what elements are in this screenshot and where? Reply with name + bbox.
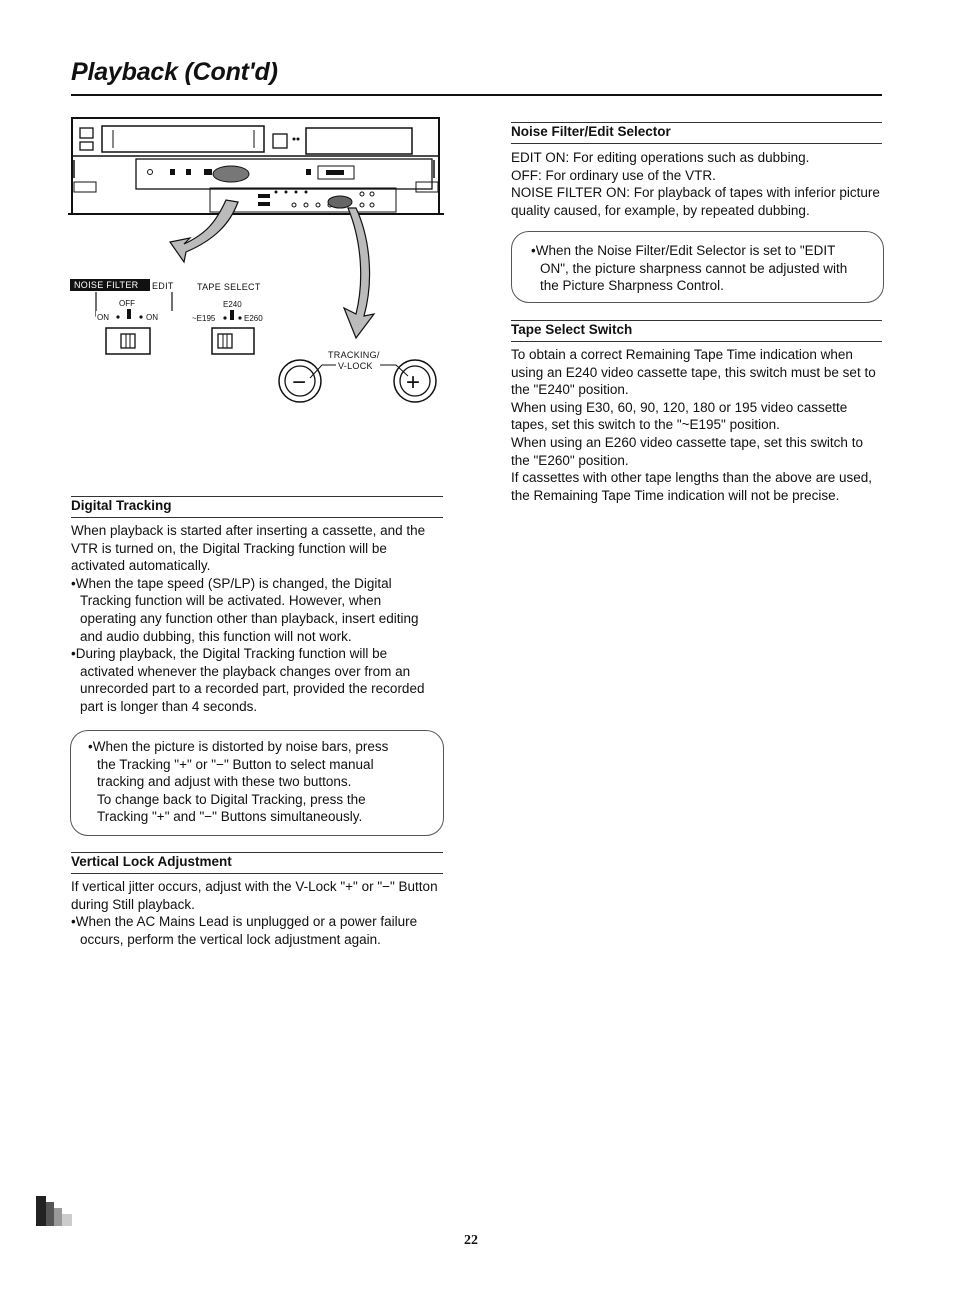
noise-note-line: •When the Noise Filter/Edit Selector is set to "EDIT ON", the picture sharpness cannot be adjusted with the Picture Sharpness Control. xyxy=(531,243,848,294)
svg-text:E240: E240 xyxy=(223,300,242,309)
cassette-slot xyxy=(102,126,264,152)
svg-text:V-LOCK: V-LOCK xyxy=(338,361,373,371)
svg-text:ON: ON xyxy=(97,313,109,322)
svg-text:EDIT: EDIT xyxy=(152,281,174,291)
tape-select-heading: Tape Select Switch xyxy=(511,322,633,337)
tape-select-paragraph: If cassettes with other tape lengths than the above are used, the Remaining Tape Time indication will not be precise. xyxy=(511,470,872,503)
tracking-note-text xyxy=(88,738,408,826)
digital-tracking-intro: When playback is started after inserting a cassette, and the VTR is turned on, the Digital Tracking function will be activated automatically. xyxy=(71,523,426,574)
tracking-note-line: •When the picture is distorted by noise bars, press the Tracking "+" or "−" Button to select manual tracking and adjust with these two buttons. xyxy=(88,739,389,790)
noise-filter-switch-icon xyxy=(106,328,150,354)
right-pointer-arrow-icon xyxy=(344,208,374,338)
indicator-window xyxy=(273,134,287,148)
power-button-icon xyxy=(80,142,93,150)
svg-text:NOISE FILTER: NOISE FILTER xyxy=(74,280,139,290)
digital-tracking-bullet: •When the tape speed (SP/LP) is changed, the Digital Tracking function will be activated. However, when operating any function other than playback, insert editing and audio dubbing, this function will not work. xyxy=(71,575,419,644)
section-rule xyxy=(71,517,443,518)
digital-tracking-body xyxy=(71,522,439,716)
page-number: 22 xyxy=(464,1233,478,1248)
noise-filter-line: EDIT ON: For editing operations such as dubbing. xyxy=(511,150,810,165)
svg-text:−: − xyxy=(292,369,307,396)
page-title: Playback (Cont'd) xyxy=(71,58,278,86)
eject-button-icon xyxy=(80,128,93,138)
tape-select-paragraph: When using an E260 video cassette tape, set this switch to the "E260" position. xyxy=(511,434,863,468)
tape-select-paragraph: To obtain a correct Remaining Tape Time indication when using an E240 video cassette tape, this switch must be set to the "E240" position. xyxy=(511,347,876,398)
section-rule xyxy=(511,143,882,144)
tracking-note-line: To change back to Digital Tracking, press the Tracking "+" and "−" Buttons simultaneously. xyxy=(97,791,366,825)
noise-filter-body xyxy=(511,149,881,219)
section-rule xyxy=(71,873,443,874)
section-rule xyxy=(511,122,882,123)
tape-select-paragraph: When using E30, 60, 90, 120, 180 or 195 video cassette tapes, set this switch to the "~E195" position. xyxy=(511,399,848,433)
section-rule xyxy=(511,320,882,321)
svg-text:ON: ON xyxy=(146,313,158,322)
tracking-plus-button-icon xyxy=(394,360,436,402)
noise-filter-line: OFF: For ordinary use of the VTR. xyxy=(511,167,716,183)
digital-tracking-bullet: •During playback, the Digital Tracking function will be activated whenever the playback changes over from an unrecorded part to a recorded part, provided the recorded part is longer than 4 seconds. xyxy=(71,646,425,714)
digital-tracking-heading: Digital Tracking xyxy=(71,498,172,513)
vertical-lock-intro: If vertical jitter occurs, adjust with the V-Lock "+" or "−" Button during Still playback. xyxy=(71,879,438,912)
vcr-body xyxy=(72,118,439,214)
title-rule xyxy=(71,94,882,96)
svg-text:OFF: OFF xyxy=(119,299,135,308)
section-rule xyxy=(511,341,882,342)
svg-text:E260: E260 xyxy=(244,314,263,323)
svg-text:TRACKING/: TRACKING/ xyxy=(328,350,380,360)
display-panel xyxy=(306,128,412,154)
jog-dial-icon xyxy=(213,166,249,182)
svg-text:TAPE SELECT: TAPE SELECT xyxy=(197,282,261,292)
svg-text:+: + xyxy=(406,369,421,396)
noise-filter-heading: Noise Filter/Edit Selector xyxy=(511,124,671,139)
section-rule xyxy=(71,852,443,853)
tape-select-body xyxy=(511,346,881,504)
tracking-minus-button-icon xyxy=(279,360,321,402)
svg-text:~E195: ~E195 xyxy=(192,314,216,323)
noise-filter-line: NOISE FILTER ON: For playback of tapes with inferior picture quality caused, for example, by repeated dubbing. xyxy=(511,185,880,218)
scan-smudge xyxy=(34,1192,94,1234)
vertical-lock-bullet: •When the AC Mains Lead is unplugged or a power failure occurs, perform the vertical lock adjustment again. xyxy=(71,914,418,947)
vcr-front-panel-diagram xyxy=(66,112,446,412)
vertical-lock-heading: Vertical Lock Adjustment xyxy=(71,854,232,869)
control-panel-door xyxy=(136,159,432,189)
vertical-lock-body xyxy=(71,878,441,948)
noise-note-text xyxy=(531,242,867,295)
section-rule xyxy=(71,496,443,497)
left-pointer-arrow-icon xyxy=(170,200,238,262)
